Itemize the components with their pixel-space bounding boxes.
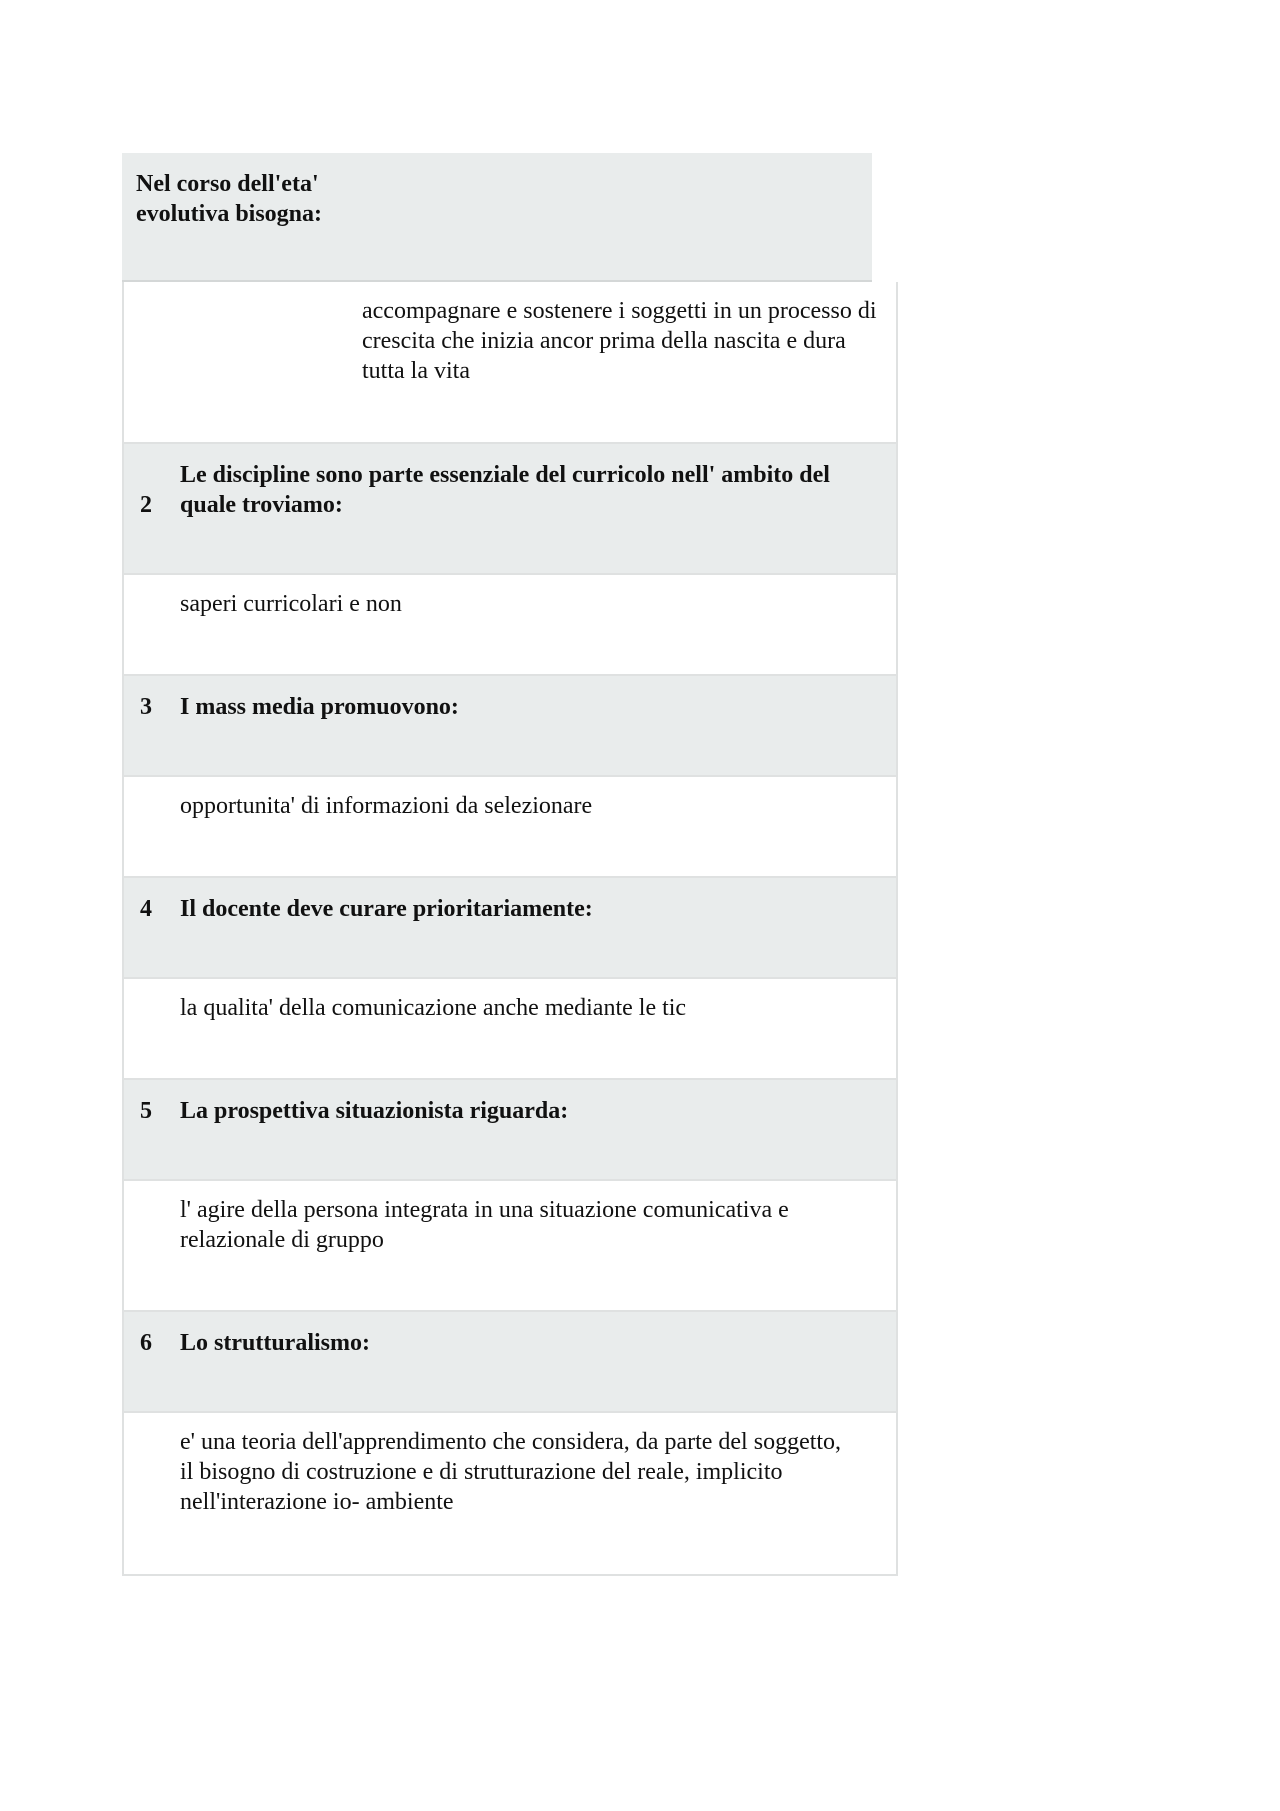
question-text-3: I mass media promuovono: [180,694,459,720]
question-row-3 [124,676,896,777]
question-row-5 [124,1080,896,1181]
question-text-4: Il docente deve curare prioritariamente: [180,896,593,922]
question-table [122,444,898,1576]
answer-text-6: e' una teoria dell'apprendimento che considera, da parte del soggetto, il bisogno di costruzione e di strutturazione del reale, implicito nell'interazione io- ambiente [180,1429,842,1515]
question-text-1: Nel corso dell'eta' evolutiva bisogna: [136,171,323,227]
answer-row-4 [124,979,896,1080]
question-number-2: 2 [140,492,152,518]
question-row-6 [124,1312,896,1413]
answer-text-4: la qualita' della comunicazione anche mediante le tic [180,995,687,1021]
question-number-4: 4 [140,896,152,922]
answer-text-5: l' agire della persona integrata in una situazione comunicativa e relazionale di gruppo [180,1197,789,1253]
answer-row-5 [124,1181,896,1312]
question-text-2: Le discipline sono parte essenziale del curricolo nell' ambito del quale troviamo: [180,462,830,518]
question-text-5: La prospettiva situazionista riguarda: [180,1098,569,1124]
question-row-4 [124,878,896,979]
question-number-6: 6 [140,1330,152,1356]
answer-row-2 [124,575,896,676]
question-row-2 [124,444,896,575]
answer-text-3: opportunita' di informazioni da selezionare [180,793,593,819]
answer-row-3 [124,777,896,878]
question-text-6: Lo strutturalismo: [180,1330,370,1356]
answer-text-2: saperi curricolari e non [180,591,402,617]
question-row-1 [122,153,872,282]
question-number-3: 3 [140,694,152,720]
answer-text-1: accompagnare e sostenere i soggetti in un processo di crescita che inizia ancor prima della nascita e dura tutta la vita [362,298,877,384]
answer-row-6 [124,1413,896,1574]
answer-row-1 [122,282,898,444]
question-number-5: 5 [140,1098,152,1124]
